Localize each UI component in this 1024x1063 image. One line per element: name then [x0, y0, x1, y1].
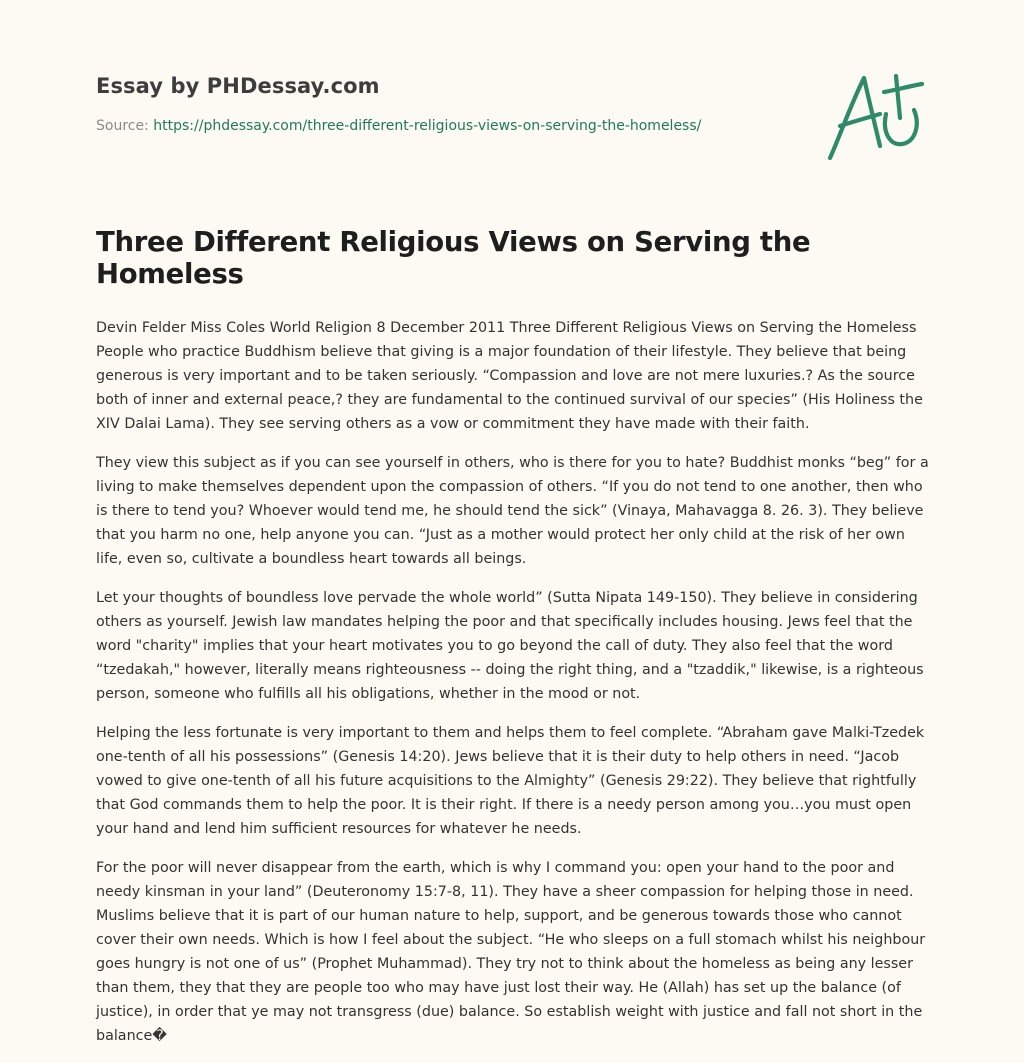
source-label: Source: [96, 118, 149, 134]
source-line [96, 118, 796, 134]
a-plus-logo [820, 66, 930, 166]
article-title: Three Different Religious Views on Serving the Homeless [96, 226, 811, 290]
article-paragraph: Let your thoughts of boundless love pervade the whole world” (Sutta Nipata 149-150). They believe in considering others as yourself. Jewish law mandates helping the poor and that specifically includes housing. Jews feel that the word "charity" implies that your heart motivates you to go beyond the call of duty. They also feel that the word “tzedakah," however, literally means righteousness -- doing the right thing, and a "tzaddik," likewise, is a righteous person, someone who fulfills all his obligations, whether in the mood or not. [96, 590, 924, 702]
article-paragraph: They view this subject as if you can see yourself in others, who is there for you to hate? Buddhist monks “beg” for a living to make themselves dependent upon the compassion of others. “If you do not tend to one another, then who is there to tend you? Whoever would tend me, he should tend the sick” (Vinaya, Mahavagga 8. 26. 3). They believe that you harm no one, help anyone you can. “Just as a mother would protect her only child at the risk of her own life, even so, cultivate a boundless heart towards all beings. [96, 455, 929, 567]
article-paragraph: Helping the less fortunate is very important to them and helps them to feel complete. “Abraham gave Malki-Tzedek one-tenth of all his possessions” (Genesis 14:20). Jews believe that it is their duty to help others in need. “Jacob vowed to give one-tenth of all his future acquisitions to the Almighty” (Genesis 29:22). They believe that rightfully that God commands them to help the poor. It is their right. If there is a needy person among you…you must open your hand and lend him sufficient resources for whatever he needs. [96, 725, 925, 837]
header [96, 74, 796, 134]
article-paragraph: Devin Felder Miss Coles World Religion 8 December 2011 Three Different Religious Views on Serving the Homeless People who practice Buddhism believe that giving is a major foundation of their lifestyle. They believe that being generous is very important and to be taken seriously. “Compassion and love are not mere luxuries.? As the source both of inner and external peace,? they are fundamental to the continued survival of our species” (His Holiness the XIV Dalai Lama). They see serving others as a vow or commitment they have made with their faith. [96, 320, 923, 432]
site-title: Essay by PHDessay.com [96, 74, 380, 98]
article-paragraph: For the poor will never disappear from the earth, which is why I command you: open your hand to the poor and needy kinsman in your land” (Deuteronomy 15:7-8, 11). They have a sheer compassion for helping those in need. Muslims believe that it is part of our human nature to help, support, and be generous towards those who cannot cover their own needs. Which is how I feel about the subject. “He who sleeps on a full stomach whilst his neighbour goes hungry is not one of us” (Prophet Muhammad). They try not to think about the homeless as being any lesser than them, they that they are people too who may have just lost their way. He (Allah) has set up the balance (of justice), in order that ye may not transgress (due) balance. So establish weight with justice and fall not short in the balance� [96, 860, 926, 1044]
source-link[interactable]: https://phdessay.com/three-different-religious-views-on-serving-the-homeless/ [153, 118, 702, 134]
article [96, 226, 932, 1063]
